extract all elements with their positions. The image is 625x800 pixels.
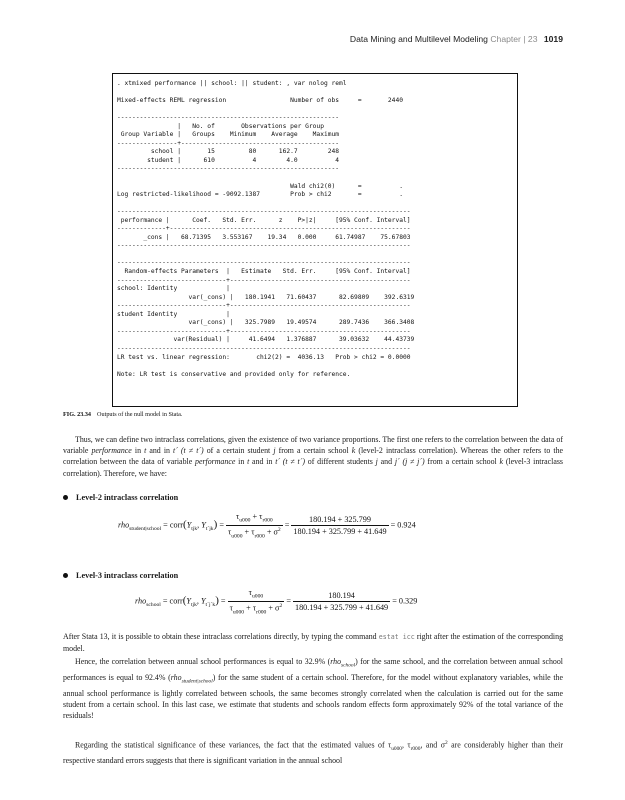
text: u000 (391, 746, 402, 753)
text: t (144, 446, 147, 456)
text: j´ (j ≠ j´) (394, 457, 425, 467)
bullet-dot-icon (63, 495, 68, 500)
text: 2 (444, 740, 448, 746)
page-number: 1019 (543, 34, 563, 44)
eq-denominator: 180.194 + 325.799 + 41.649 (293, 527, 387, 537)
stata-output-box (112, 73, 518, 407)
eq-sub: t´j´k (205, 602, 216, 609)
paragraph-interpretation: Hence, the correlation between annual school performances is equal to 32.9% (rho$_{school}$) for the same school, and the correlation between annual school performances is equal to 92.4% (rho$_{student|school}$) for the same student of a certain school. Therefore, for the model without explanatory variables, while the annual school performance is lightly correlated between schools, the same becomes strongly correlated when the calculation is carried out for the same student from a certain school. In this last case, we estimate that students and schools random effects form approximately 92% of the total variance of the residuals! (63, 657, 563, 720)
book-title: Data Mining and Multilevel Modeling (349, 34, 488, 44)
text: right after the estimation of the corresponding model. (63, 632, 564, 654)
eq-term: τ (235, 512, 240, 521)
text: from a certain school (424, 457, 500, 467)
eq-term: + σ (264, 527, 278, 537)
eq-fraction-symbolic (228, 588, 285, 615)
text: and in (146, 446, 174, 456)
eq-sup: 2 (279, 602, 283, 609)
eq-term: Y (201, 520, 206, 530)
eq-sub: tjk (190, 602, 197, 609)
text: k (351, 446, 356, 456)
bullet-level3 (63, 571, 178, 580)
text: , and σ (420, 740, 445, 750)
eq-term: + τ (244, 603, 257, 613)
figure-label: FIG. 23.34 (63, 411, 92, 418)
eq-term: Y (200, 596, 206, 606)
eq-term: τ (228, 527, 232, 537)
eq-sub: t´jk (205, 526, 214, 533)
eq-term: + σ (266, 603, 280, 613)
paragraph-significance (63, 738, 563, 767)
eq-term: Y (186, 520, 192, 530)
eq-sub: u000 (231, 533, 243, 540)
text: t (247, 457, 250, 467)
text: are considerably higher than their respective standard errors suggests that there is significant variation in the annual school (63, 740, 563, 766)
eq-sub: u000 (239, 517, 251, 524)
eq-denominator: 180.194 + 325.799 + 41.649 (294, 603, 389, 613)
eq-fraction-numeric (293, 591, 390, 612)
text: performance (91, 446, 132, 456)
eq-term: Y (186, 596, 191, 606)
eq-term: rho (118, 520, 130, 530)
figure-caption-text: Outputs of the null model in Stata. (97, 411, 183, 418)
figure-caption (63, 411, 182, 418)
eq-sub: student|school (129, 526, 162, 533)
text: j (273, 446, 276, 456)
text: Hence, the correlation between annual school performances is equal to 32.9% ( (75, 657, 331, 666)
bullet-label: Level-2 intraclass correlation (76, 493, 179, 502)
eq-sub: u000 (251, 593, 264, 600)
eq-fraction-numeric (291, 515, 388, 536)
text: Thus, we can define two intraclass correlations, given the existence of two variance proportions. The first one refers to the correlation between the data of variable (63, 435, 563, 456)
text: t´ (t ≠ t´) (173, 446, 204, 456)
text: After Stata 13, it is possible to obtain these intraclass correlations directly, by typing the command (63, 632, 379, 641)
text: ) for the same student of a certain school. Therefore, for the model without explanatory variables, while the annual school performance is lightly correlated between schools, the same becomes strongly correlated when the calculation is carried out for the same student from a certain school. In this last case, we estimate that students and schools random effects form approximately 92% of the total variance of the residuals! (63, 672, 563, 720)
text: , τ (401, 740, 411, 750)
text: and in (249, 457, 276, 467)
eq-numerator: 180.194 + 325.799 (291, 515, 388, 526)
eq-sub: r000 (262, 517, 273, 524)
eq-term: τ (248, 588, 252, 597)
bullet-dot-icon (63, 573, 68, 578)
eq-result: = 0.924 (390, 520, 416, 530)
command-text: estat icc (378, 633, 415, 641)
paragraph-estat (63, 631, 563, 654)
text: in (131, 446, 145, 456)
chapter-label: Chapter | 23 (490, 34, 538, 44)
eq-sup: 2 (277, 526, 281, 533)
eq-sub: r000 (254, 533, 265, 540)
text: r000 (410, 746, 421, 753)
text: (level-3 intraclass correlation). Therefore, we have: (63, 457, 563, 478)
text: and (377, 457, 395, 467)
eq-term: τ (229, 603, 233, 613)
eq-sub: r000 (256, 609, 267, 616)
eq-term: rho (135, 596, 147, 606)
eq-result: = 0.329 (392, 596, 418, 606)
eq-term: = corr (162, 596, 183, 606)
text: school (341, 662, 356, 669)
text: rho (330, 657, 342, 666)
running-header (350, 34, 563, 44)
text: ) for the same school, and the correlation between annual school performances is equal to 92.4% ( (63, 657, 563, 682)
text: in (235, 457, 248, 467)
text: of a certain student (203, 446, 274, 456)
eq-numerator: 180.194 (293, 591, 390, 602)
eq-sub: school (146, 602, 161, 609)
eq-term: = corr (163, 520, 184, 530)
text: Regarding the statistical significance of these variances, the fact that the estimated values of τ (75, 740, 392, 750)
text: t´ (t ≠ t´) (275, 457, 305, 467)
eq-sub: u000 (232, 609, 245, 616)
text: j (375, 457, 378, 467)
eq-fraction-symbolic (226, 512, 283, 539)
eq-term: + τ (242, 527, 255, 537)
eq-sub: tjk (191, 526, 198, 533)
bullet-label: Level-3 intraclass correlation (76, 571, 179, 580)
text: of different students (305, 457, 376, 467)
equation-level3: $rho_{school} = corr(Y_{tjk}$, $Y_{t´j´k}$) = $\frac{\tau_{u000}}{\tau_{u000} + \tau_{r000} + \sigma^2}$ = $\frac{180.194}{180.194 + 325.799 + 41.649}$ = 0.329 (135, 588, 418, 616)
paragraph-intro (63, 434, 563, 479)
text: student|school (181, 678, 213, 685)
text: performance (195, 457, 236, 467)
bullet-level2 (63, 493, 178, 502)
eq-term: + τ (250, 512, 263, 521)
text: k (499, 457, 504, 467)
text: from a certain school (275, 446, 352, 456)
equation-level2: $rho_{student|school} = corr(Y_{tjk}$, $Y_{t´jk}$) = $\frac{\tau_{u000} + \tau_{r000}}{\tau_{u000} + \tau_{r000} + \sigma^2}$ = $\frac{180.194 + 325.799}{180.194 + 325.799 + 41.649}$ = 0.924 (118, 512, 416, 540)
stata-output-text: . xtmixed performance || school: || student: , var nolog reml Mixed-effects REML regression Number of obs = 2440 ----------------------------------------------------------- | No. of Observations per Group Group Variable | Groups Minimum Average Maximum ----------------+------------------------------------------ school | 15 80 162.7 248 student | 610 4 4.0 4 ----------------------------------------------------------- Wald chi2(0) = . Log restricted-likelihood = -9092.1387 Prob > chi2 = . ------------------------------------------------------------------------------ performance | Coef. Std. Err. z P>|z| [95% Conf. Interval] -------------+---------------------------------------------------------------- _cons | 68.71395 3.553167 19.34 0.000 61.74987 75.67803 ------------------------------------------------------------------------------ ------------------------------------------------------------------------------ Random-effects Parameters | Estimate Std. Err. [95% Conf. Interval] -----------------------------+------------------------------------------------ school: Identity | var(_cons) | 180.1941 71.60437 82.69809 392.6319 -----------------------------+------------------------------------------------ student Identity | var(_cons) | 325.7989 19.49574 289.7436 366.3408 -----------------------------+------------------------------------------------ var(Residual) | 41.6494 1.376887 39.03632 44.43739 ------------------------------------------------------------------------------ LR test vs. linear regression: chi2(2) = 4036.13 Prob > chi2 = 0.0000 Note: LR test is conservative and provided only for reference. (117, 80, 415, 378)
text: (level-2 intraclass correlation). Whereas the other refers to the correlation between the data of variable (63, 446, 564, 467)
